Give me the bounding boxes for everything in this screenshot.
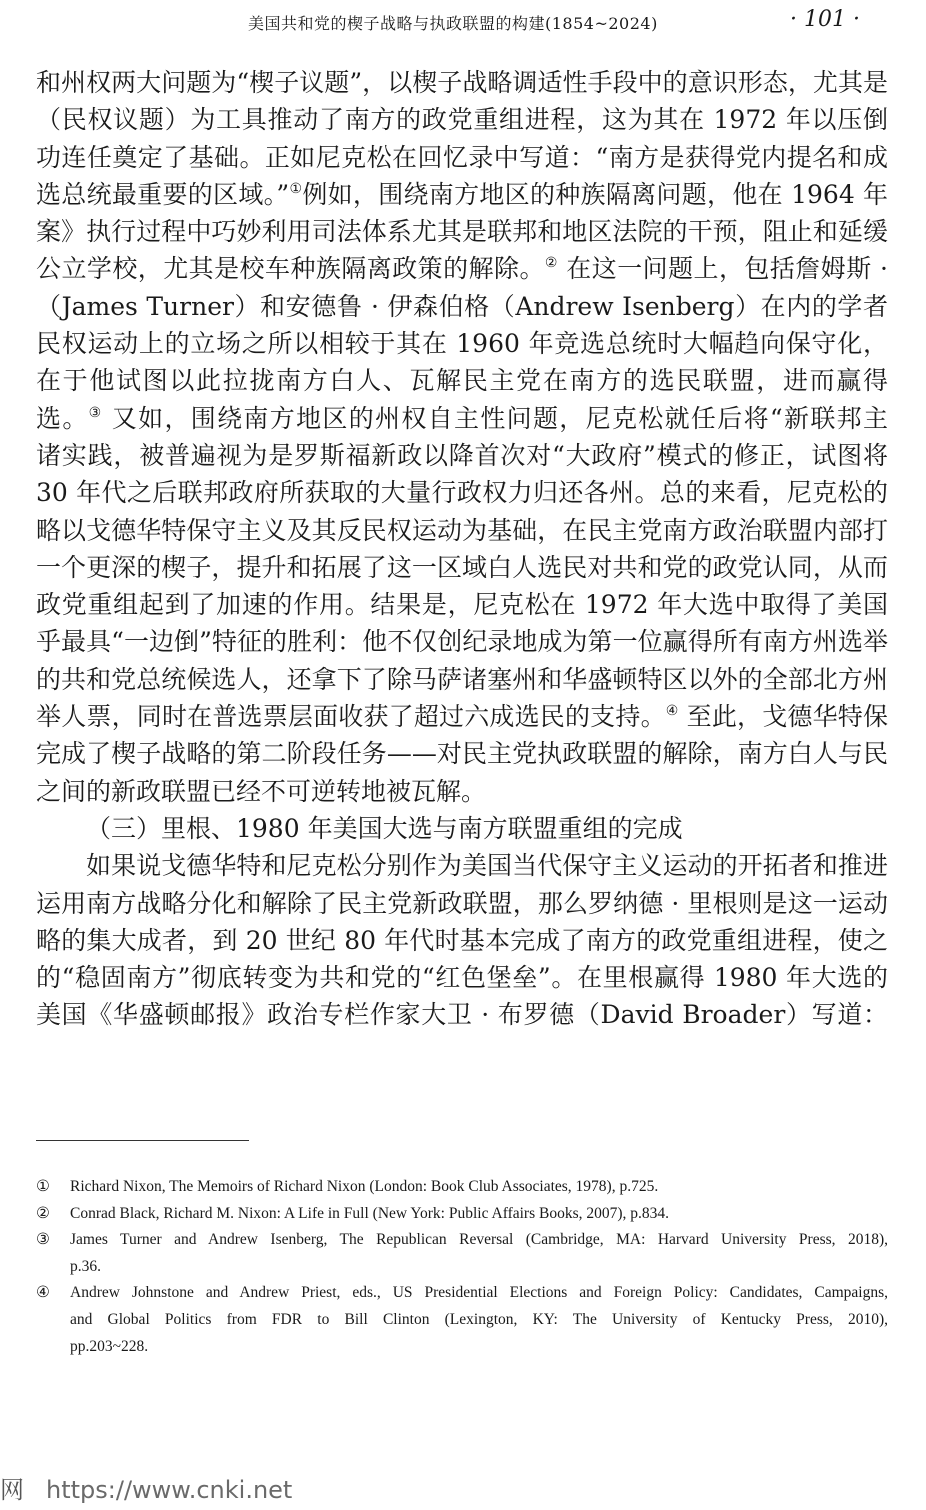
line-text: 之间的新政联盟已经不可逆转地被瓦解。 <box>36 776 487 806</box>
line-text: 的“稳固南方”彻底转变为共和党的“红色堡垒”。在里根赢得 1980 年大选的 <box>36 963 888 993</box>
line-text: 一个更深的楔子，提升和拓展了这一区域白人选民对共和党的政党认同，从而 <box>36 552 888 582</box>
watermark-url: https://www.cnki.net <box>46 1476 293 1504</box>
text-line <box>36 847 888 884</box>
text-line <box>36 362 888 399</box>
footnote-marker: ④ <box>36 1284 50 1302</box>
text-line <box>36 325 888 362</box>
line-text: （三）里根、1980 年美国大选与南方联盟重组的完成 <box>86 813 683 843</box>
text-line <box>36 623 888 660</box>
text-line <box>36 586 888 623</box>
line-text: 略以戈德华特保守主义及其反民权运动为基础，在民主党南方政治联盟内部打 <box>36 515 888 545</box>
line-text: （James Turner）和安德鲁 · 伊森伯格（Andrew Isenberg）在内的学者 <box>36 291 888 321</box>
footnote-item <box>36 1201 888 1228</box>
watermark <box>0 1470 292 1505</box>
footnote-ref[interactable]: ④ <box>665 703 679 720</box>
text-line <box>36 474 888 511</box>
line-text: 乎最具“一边倒”特征的胜利：他不仅创纪录地成为第一位赢得所有南方州选举 <box>36 627 888 657</box>
text-line <box>36 437 888 474</box>
footnote-marker: ① <box>36 1178 50 1195</box>
line-text-tail: 又如，围绕南方地区的州权自主性问题，尼克松就任后将“新联邦主 <box>111 403 888 433</box>
text-line <box>36 250 888 287</box>
line-text: 30 年代之后联邦政府所获取的大量行政权力归还各州。总的来看，尼克松的 <box>36 478 888 508</box>
footnote-line: pp.203~228. <box>70 1337 149 1355</box>
footnote-item <box>36 1280 888 1360</box>
line-text-tail: 至此，戈德华特保 <box>686 702 888 732</box>
line-text: 如果说戈德华特和尼克松分别作为美国当代保守主义运动的开拓者和推进 <box>86 851 888 881</box>
running-title: 美国共和党的楔子战略与执政联盟的构建(1854~2024) <box>248 14 658 33</box>
footnote-line: Andrew Johnstone and Andrew Priest, eds., US Presidential Elections and Foreign Policy: Candidates, Campaigns, <box>70 1284 888 1302</box>
footnotes <box>36 1174 888 1360</box>
line-text: 略的集大成者，到 20 世纪 80 年代时基本完成了南方的政党重组进程，使之 <box>36 925 888 955</box>
text-line <box>36 698 888 735</box>
line-text: 和州权两大问题为“楔子议题”，以楔子战略调适性手段中的意识形态，尤其是 <box>36 68 888 97</box>
line-text: 选。 <box>36 403 89 433</box>
text-line <box>36 661 888 698</box>
footnote-item <box>36 1227 888 1280</box>
text-line <box>36 996 888 1033</box>
line-text: 民权运动上的立场之所以相较于其在 1960 年竞选总统时大幅趋向保守化， <box>36 329 888 359</box>
running-header <box>0 0 926 44</box>
line-text: 功连任奠定了基础。正如尼克松在回忆录中写道：“南方是获得党内提名和成 <box>36 142 888 172</box>
line-text: 完成了楔子战略的第二阶段任务——对民主党执政联盟的解除，南方白人与民 <box>36 739 888 769</box>
line-text: 政党重组起到了加速的作用。结果是，尼克松在 1972 年大选中取得了美国 <box>36 590 888 620</box>
footnote-divider <box>36 1140 249 1141</box>
footnote-item <box>36 1174 888 1201</box>
footnote-line: James Turner and Andrew Isenberg, The Republican Reversal (Cambridge, MA: Harvard University Press, 2018), <box>70 1231 888 1249</box>
text-line <box>36 735 888 772</box>
footnote-marker: ② <box>36 1204 50 1222</box>
footnote-line: Richard Nixon, The Memoirs of Richard Nixon (London: Book Club Associates, 1978), p.725. <box>70 1178 659 1195</box>
footnote-line: Conrad Black, Richard M. Nixon: A Life in Full (New York: Public Affairs Books, 2007), p.834. <box>70 1204 670 1222</box>
text-line <box>36 101 888 138</box>
footnote-marker: ③ <box>36 1231 50 1249</box>
line-text: 运用南方战略分化和解除了民主党新政联盟，那么罗纳德 · 里根则是这一运动 <box>36 888 888 918</box>
text-line <box>36 549 888 586</box>
line-text: 的共和党总统候选人，还拿下了除马萨诸塞州和华盛顿特区以外的全部北方州 <box>36 664 888 694</box>
text-line <box>36 64 888 101</box>
footnote-ref[interactable]: ③ <box>88 404 103 421</box>
watermark-char: 网 <box>0 1476 24 1504</box>
text-line <box>36 400 888 437</box>
line-text: （民权议题）为工具推动了南方的政党重组进程，这为其在 1972 年以压倒 <box>36 105 888 135</box>
text-line <box>36 288 888 325</box>
text-line <box>36 922 888 959</box>
text-line <box>36 139 888 176</box>
line-text: 诸实践，被普遍视为是罗斯福新政以降首次对“大政府”模式的修正，试图将 <box>36 440 888 470</box>
line-text: 举人票，同时在普选票层面收获了超过六成选民的支持。 <box>36 702 666 732</box>
line-text: 选总统最重要的区域。” <box>36 179 290 209</box>
line-text: 案》执行过程中巧妙利用司法体系尤其是联邦和地区法院的干预，阻止和延缓 <box>36 217 888 247</box>
text-line <box>36 176 888 213</box>
text-line <box>36 512 888 549</box>
text-line <box>36 810 888 847</box>
footnote-ref[interactable]: ① <box>289 180 303 197</box>
text-line <box>36 213 888 250</box>
page-number: · 101 · <box>790 7 860 32</box>
text-line <box>36 773 888 810</box>
line-text: 在于他试图以此拉拢南方白人、瓦解民主党在南方的选民联盟，进而赢得 <box>36 366 888 396</box>
body-text <box>36 64 888 1034</box>
text-line <box>36 959 888 996</box>
footnote-line: and Global Politics from FDR to Bill Clinton (Lexington, KY: The University of Kentucky Press, 2010), <box>70 1310 888 1328</box>
line-text: 公立学校，尤其是校车种族隔离政策的解除。 <box>36 254 545 284</box>
footnote-line: p.36. <box>70 1257 101 1275</box>
footnote-ref[interactable]: ② <box>544 255 558 272</box>
text-line <box>36 885 888 922</box>
line-text: 美国《华盛顿邮报》政治专栏作家大卫 · 布罗德（David Broader）写道： <box>36 1000 888 1030</box>
line-text-tail: 在这一问题上，包括詹姆斯 · <box>566 254 888 284</box>
line-text-tail: 例如，围绕南方地区的种族隔离问题，他在 1964 年 <box>302 179 888 209</box>
